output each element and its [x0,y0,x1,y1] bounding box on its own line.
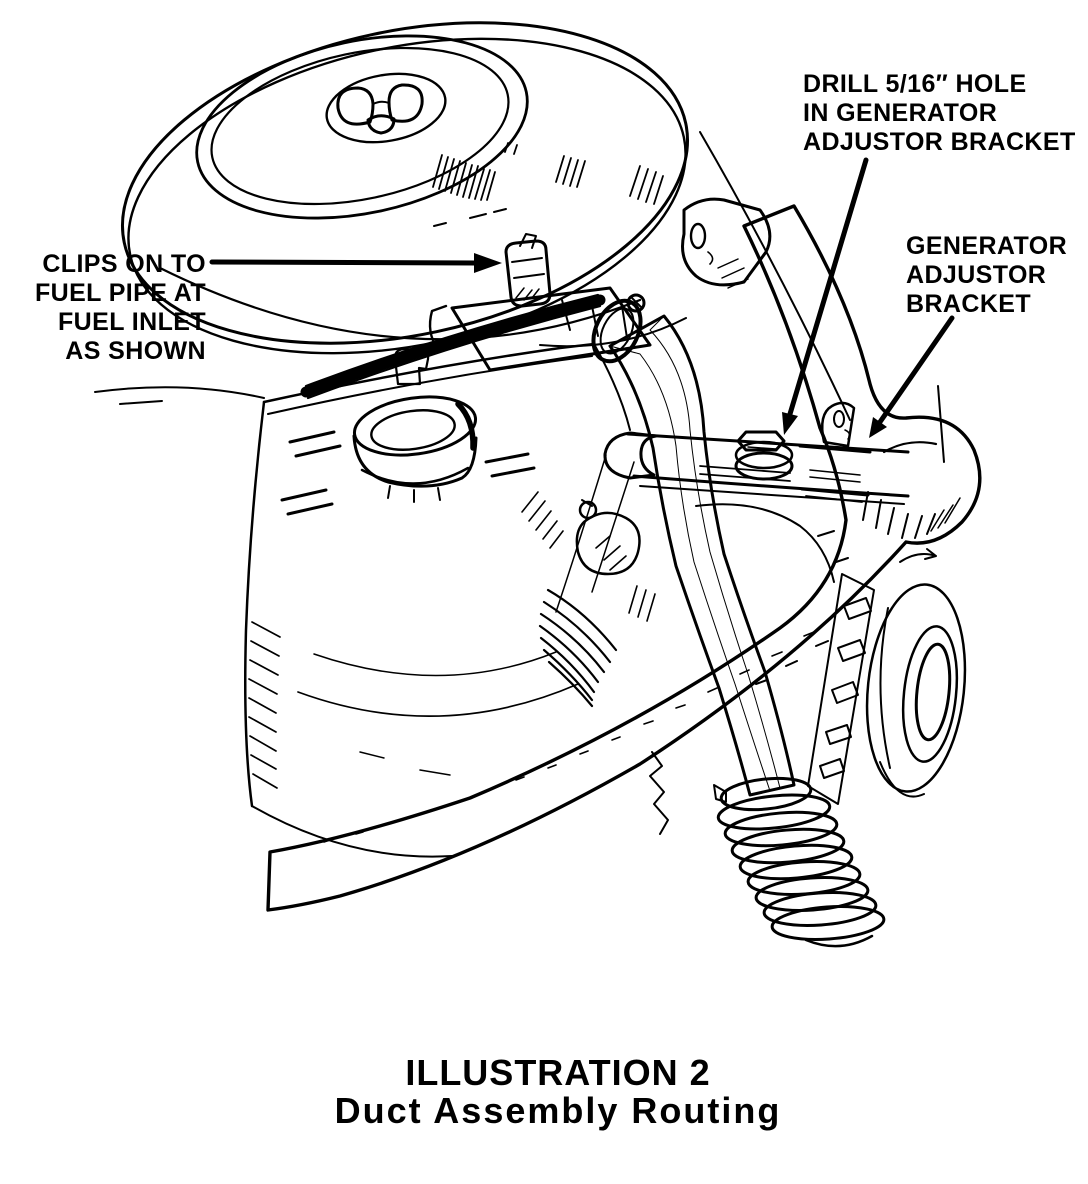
engine-line-left [95,387,264,404]
caption-title: ILLUSTRATION 2 [405,1052,711,1093]
label-drill-line2: IN GENERATOR [803,99,998,127]
flex-duct [714,774,885,946]
label-clips-line2: FUEL PIPE AT [34,279,206,307]
label-drill-line3: ADJUSTOR BRACKET [803,128,1076,156]
wing-nut-icon [338,85,422,133]
label-clips-on [0,250,206,366]
duct-hose [584,293,794,795]
pulley [857,580,974,797]
label-clips-line1: CLIPS ON TO [42,250,206,278]
label-generator-line1: GENERATOR [906,232,1068,260]
engine-detail [577,403,854,582]
caption-subtitle: Duct Assembly Routing [334,1090,782,1131]
drill-leader-arrow [782,160,866,435]
label-generator-line2: ADJUSTOR [906,261,1047,289]
snorkel-bracket [683,199,770,288]
label-drill-line1: DRILL 5/16″ HOLE [803,70,1027,98]
label-clips-line4: AS SHOWN [65,337,206,365]
valve-cover [245,344,668,857]
label-clips-line3: FUEL INLET [58,308,206,336]
oil-filler-cap [351,390,480,502]
label-drill-hole [803,70,1076,157]
figure-caption [14,1054,1088,1130]
label-generator-bracket [906,232,1067,319]
clips-leader-arrow [212,253,502,273]
label-generator-line3: BRACKET [906,290,1032,318]
